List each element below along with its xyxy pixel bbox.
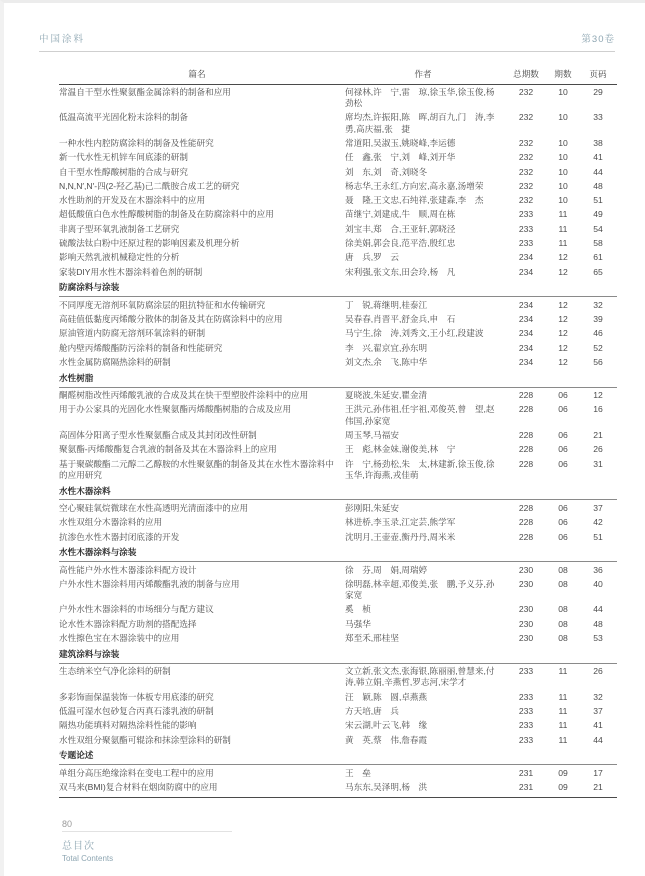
article-issue: 11 — [558, 720, 568, 731]
article-title: 新一代水性无机锌车间底漆的研制 — [59, 152, 188, 163]
article-issue: 06 — [558, 531, 568, 542]
article-issue: 10 — [558, 86, 568, 97]
table-row — [59, 632, 617, 646]
article-page: 44 — [593, 166, 603, 177]
article-page: 42 — [593, 517, 603, 528]
article-authors: 黄 英,蔡 伟,詹春霞 — [345, 734, 428, 745]
article-issue: 08 — [558, 564, 568, 575]
article-authors: 沈明月,王壶壶,衡丹丹,周米米 — [345, 531, 456, 542]
article-total-issue: 233 — [518, 720, 534, 731]
article-issue: 12 — [558, 342, 568, 353]
article-total-issue: 228 — [518, 404, 534, 415]
page-number: 80 — [62, 819, 232, 832]
article-total-issue: 233 — [518, 223, 534, 234]
article-total-issue: 228 — [518, 517, 534, 528]
article-title: 硫酸法钛白粉中还原过程的影响因素及机理分析 — [59, 238, 240, 249]
article-authors: 宋云湖,叶云飞,韩 缘 — [345, 720, 428, 731]
article-authors: 苗继宁,刘建成,牛 顺,周在栋 — [345, 209, 456, 220]
article-total-issue: 228 — [518, 531, 534, 542]
table-row — [59, 516, 617, 530]
table-row — [59, 251, 617, 265]
article-total-issue: 231 — [518, 767, 534, 778]
table-row — [59, 719, 617, 733]
article-authors: 何禄林,许 宁,雷 琼,徐玉华,徐玉俊,杨劲松 — [345, 86, 495, 109]
article-authors: 任 鑫,张 宁,刘 峰,刘开华 — [345, 152, 456, 163]
article-title: 影响天然乳液机械稳定性的分析 — [59, 252, 180, 263]
article-issue: 10 — [558, 180, 568, 191]
article-issue: 10 — [558, 195, 568, 206]
article-issue: 12 — [558, 328, 568, 339]
section-header: 水性树脂 — [59, 370, 617, 388]
article-title: 一种水性内腔防腐涂料的制备及性能研究 — [59, 137, 214, 148]
table-bottom-rule — [59, 797, 617, 798]
article-authors: 马宁生,徐 涛,刘秀文,王小红,段建波 — [345, 328, 484, 339]
table-row — [59, 85, 617, 111]
article-authors: 刘 东,刘 奇,刘晓冬 — [345, 166, 428, 177]
article-issue: 10 — [558, 137, 568, 148]
article-title: 多彩饰面保温装饰一体板专用底漆的研究 — [59, 691, 214, 702]
article-title: 酮醛树脂改性丙烯酸乳液的合成及其在快干型塑胶件涂料中的应用 — [59, 390, 309, 401]
article-total-issue: 234 — [518, 328, 534, 339]
article-title: 超低酸值白色水性醇酸树脂的制备及在防腐涂料中的应用 — [59, 209, 274, 220]
article-total-issue: 232 — [518, 152, 534, 163]
article-total-issue: 233 — [518, 238, 534, 249]
article-authors: 徐美娟,郭会良,范平浩,殷红忠 — [345, 238, 456, 249]
article-total-issue: 232 — [518, 112, 534, 123]
article-total-issue: 228 — [518, 502, 534, 513]
article-page: 65 — [593, 266, 603, 277]
table-row — [59, 111, 617, 137]
article-issue: 06 — [558, 390, 568, 401]
article-total-issue: 233 — [518, 734, 534, 745]
article-authors: 席均杰,许振阳,陈 晖,胡百九,门 涛,李 勇,高庆福,张 捷 — [345, 112, 504, 134]
article-authors: 刘文杰,余 飞,陈中华 — [345, 356, 428, 367]
article-page: 53 — [593, 633, 603, 644]
article-page: 58 — [593, 238, 603, 249]
article-page: 39 — [593, 314, 603, 325]
article-title: 聚氨酯-丙烯酸酯复合乳液的制备及其在木器涂料上的应用 — [59, 444, 277, 455]
article-total-issue: 234 — [518, 266, 534, 277]
table-row — [59, 665, 617, 691]
article-authors: 刘宝丰,郑 合,王亚轩,郭晓泾 — [345, 223, 456, 234]
table-row — [59, 151, 617, 165]
article-issue: 06 — [558, 429, 568, 440]
article-issue: 10 — [558, 152, 568, 163]
table-row — [59, 733, 617, 747]
column-header-page: 页码 — [589, 69, 607, 79]
article-issue: 09 — [558, 782, 568, 793]
volume-label: 第30卷 — [581, 34, 615, 45]
article-title: 户外水性木器涂料的市场细分与配方建议 — [59, 604, 214, 615]
article-page: 37 — [593, 502, 603, 513]
toc-label-cn: 总目次 — [62, 841, 95, 852]
section-header: 水性木器涂料与涂装 — [59, 544, 617, 562]
table-row — [59, 208, 617, 222]
section-header: 防腐涂料与涂装 — [59, 279, 617, 297]
article-issue: 08 — [558, 618, 568, 629]
section-header: 建筑涂料与涂装 — [59, 646, 617, 664]
article-title: 户外水性木器涂料用丙烯酸酯乳液的制备与应用 — [59, 578, 240, 589]
article-authors: 王 彪,林金妹,谢俊美,林 宁 — [345, 444, 456, 455]
article-total-issue: 233 — [518, 691, 534, 702]
section-header: 专题论述 — [59, 747, 617, 765]
article-authors: 方天培,唐 兵 — [345, 706, 399, 717]
table-row — [59, 563, 617, 577]
article-total-issue: 232 — [518, 86, 534, 97]
article-issue: 06 — [558, 502, 568, 513]
article-total-issue: 230 — [518, 578, 534, 589]
article-total-issue: 234 — [518, 342, 534, 353]
article-issue: 08 — [558, 578, 568, 589]
article-issue: 08 — [558, 604, 568, 615]
article-page: 36 — [593, 564, 603, 575]
article-total-issue: 230 — [518, 564, 534, 575]
article-page: 26 — [593, 444, 603, 455]
article-issue: 06 — [558, 458, 568, 469]
article-title: 单组分高压绝缘涂料在变电工程中的应用 — [59, 767, 214, 778]
article-page: 17 — [593, 767, 603, 778]
article-issue: 12 — [558, 356, 568, 367]
article-issue: 11 — [558, 209, 568, 220]
article-authors: 王洪元,孙伟祖,任宇祖,邓俊英,曾 望,赵伟国,孙家宽 — [345, 404, 495, 426]
article-authors: 马东东,吴泽明,杨 洪 — [345, 782, 428, 793]
article-issue: 10 — [558, 166, 568, 177]
article-page: 26 — [593, 666, 603, 677]
article-authors: 汪 颖,陈 圆,卓燕燕 — [345, 691, 428, 702]
article-authors: 宋利强,张文东,田会玲,杨 凡 — [345, 266, 456, 277]
article-total-issue: 234 — [518, 356, 534, 367]
article-total-issue: 231 — [518, 782, 534, 793]
article-page: 40 — [593, 578, 603, 589]
article-total-issue: 233 — [518, 706, 534, 717]
page-header — [39, 31, 615, 52]
article-issue: 11 — [558, 238, 568, 249]
article-authors: 吴春春,肖晋平,舒金兵,申 石 — [345, 314, 456, 325]
table-row — [59, 428, 617, 442]
article-title: N,N,N′,N′-四(2-羟乙基)己二酰胺合成工艺的研究 — [59, 180, 240, 191]
table-row — [59, 766, 617, 780]
article-page: 48 — [593, 180, 603, 191]
article-page: 29 — [593, 86, 603, 97]
article-title: 论水性木器涂料配方助剂的搭配选择 — [59, 618, 197, 629]
article-issue: 11 — [558, 223, 568, 234]
article-authors: 杨志华,王永红,方向宏,高永嘉,汤增荣 — [345, 180, 484, 191]
table-row — [59, 237, 617, 251]
article-total-issue: 234 — [518, 299, 534, 310]
article-authors: 林进桥,李玉录,江定芸,熊学军 — [345, 517, 456, 528]
page-footer — [62, 819, 232, 863]
article-title: 家装DIY用水性木器涂料着色剂的研制 — [59, 266, 203, 277]
column-header-total-issue: 总期数 — [513, 69, 539, 79]
article-total-issue: 228 — [518, 444, 534, 455]
article-page: 61 — [593, 252, 603, 263]
article-issue: 11 — [558, 666, 568, 677]
article-title: 舱内壁丙烯酸酯防污涂料的制备和性能研究 — [59, 342, 223, 353]
article-page: 33 — [593, 112, 603, 123]
article-page: 46 — [593, 328, 603, 339]
article-page: 51 — [593, 195, 603, 206]
table-row — [59, 327, 617, 341]
article-title: 水性助剂的开发及在木器涂料中的应用 — [59, 195, 206, 206]
table-row — [59, 298, 617, 312]
article-title: 抗渗色水性木器封闭底漆的开发 — [59, 531, 180, 542]
article-title: 高性能户外水性木器漆涂料配方设计 — [59, 564, 197, 575]
toc-label-en: Total Contents — [62, 854, 114, 863]
table-row — [59, 389, 617, 403]
table-row — [59, 179, 617, 193]
article-total-issue: 232 — [518, 166, 534, 177]
article-title: 低温可湿水包砂复合丙真石漆乳液的研制 — [59, 706, 214, 717]
table-row — [59, 403, 617, 429]
article-page: 54 — [593, 223, 603, 234]
article-page: 21 — [593, 429, 603, 440]
table-row — [59, 313, 617, 327]
article-total-issue: 233 — [518, 666, 534, 677]
article-authors: 郑至禾,邢桂坚 — [345, 633, 399, 644]
article-page: 41 — [593, 720, 603, 731]
table-row — [59, 265, 617, 279]
article-title: 用于办公家具的光固化水性聚氨酯丙烯酸酯树脂的合成及应用 — [59, 404, 292, 415]
article-total-issue: 233 — [518, 209, 534, 220]
article-authors: 聂 隆,王文忠,石纯祥,张建森,李 杰 — [345, 195, 484, 206]
column-header-title: 篇名 — [188, 69, 206, 79]
article-title: 低温高流平光固化粉末涂料的制备 — [59, 112, 188, 123]
article-page: 37 — [593, 706, 603, 717]
article-title: 水性双组分聚氨酯可辊涂和抹涂型涂料的研制 — [59, 734, 231, 745]
article-page: 56 — [593, 356, 603, 367]
article-issue: 11 — [558, 706, 568, 717]
table-row — [59, 705, 617, 719]
article-issue: 12 — [558, 299, 568, 310]
article-issue: 11 — [558, 691, 568, 702]
article-total-issue: 232 — [518, 137, 534, 148]
article-page: 49 — [593, 209, 603, 220]
table-row — [59, 530, 617, 544]
table-row — [59, 355, 617, 369]
article-title: 隔热功能填料对隔热涂料性能的影响 — [59, 720, 197, 731]
article-total-issue: 228 — [518, 429, 534, 440]
article-title: 原油管道内防腐无溶剂环氧涂料的研制 — [59, 328, 206, 339]
article-page: 31 — [593, 458, 603, 469]
article-issue: 11 — [558, 734, 568, 745]
table-row — [59, 501, 617, 515]
article-title: 不同厚度无溶剂环氧防腐涂层的阻抗特征和水传输研究 — [59, 299, 266, 310]
article-total-issue: 230 — [518, 618, 534, 629]
article-page: 48 — [593, 618, 603, 629]
article-total-issue: 228 — [518, 458, 534, 469]
article-issue: 12 — [558, 314, 568, 325]
article-title: 高固体分阳离子型水性聚氨酯合成及其封闭改性研制 — [59, 429, 257, 440]
article-authors: 马强华 — [345, 618, 371, 629]
article-title: 常温自干型水性聚氨酯金属涂料的制备和应用 — [59, 86, 231, 97]
journal-title: 中国涂料 — [39, 34, 86, 45]
article-total-issue: 234 — [518, 252, 534, 263]
article-issue: 08 — [558, 633, 568, 644]
article-authors: 徐明磊,林幸超,邓俊美,张 鹏,予义芬,孙家宽 — [345, 578, 495, 601]
table-body — [59, 85, 617, 795]
article-authors: 许 宁,杨劲松,朱 太,林建新,徐玉俊,徐玉华,许海燕,戎佳萌 — [345, 458, 495, 480]
table-row — [59, 603, 617, 617]
article-total-issue: 234 — [518, 314, 534, 325]
table-row — [59, 577, 617, 603]
article-total-issue: 230 — [518, 604, 534, 615]
column-header-issue: 期数 — [554, 69, 572, 79]
article-title: 水性双组分木器涂料的应用 — [59, 517, 163, 528]
article-title: 基于聚碳酸酯二元醇二乙醇胺的水性聚氨酯的制备及其在水性木器涂料中的应用研究 — [59, 458, 335, 480]
table-row — [59, 341, 617, 355]
table-row — [59, 781, 617, 795]
article-authors: 奚 桢 — [345, 604, 371, 615]
article-authors: 彭刚阳,朱延安 — [345, 502, 399, 513]
contents-table — [59, 69, 617, 798]
article-authors: 徐 芬,周 娟,周瑞婷 — [345, 564, 428, 575]
table-header-row — [59, 69, 617, 85]
article-page: 44 — [593, 734, 603, 745]
article-page: 32 — [593, 691, 603, 702]
article-page: 32 — [593, 299, 603, 310]
article-authors: 周玉琴,马福安 — [345, 429, 399, 440]
article-authors: 王 垒 — [345, 767, 371, 778]
table-row — [59, 136, 617, 150]
article-page: 12 — [593, 390, 603, 401]
article-issue: 06 — [558, 444, 568, 455]
table-row — [59, 222, 617, 236]
article-title: 高硅值低黏度丙烯酸分散体的制备及其在防腐涂料中的应用 — [59, 314, 283, 325]
table-row — [59, 194, 617, 208]
article-page: 44 — [593, 604, 603, 615]
article-authors: 夏晓波,朱延安,瞿金清 — [345, 390, 428, 401]
article-title: 空心聚硅氧烷微球在水性高透明光清面漆中的应用 — [59, 502, 249, 513]
article-authors: 唐 兵,罗 云 — [345, 252, 399, 263]
article-page: 41 — [593, 152, 603, 163]
article-issue: 10 — [558, 112, 568, 123]
table-row — [59, 165, 617, 179]
article-title: 非离子型环氧乳液制备工艺研究 — [59, 223, 180, 234]
article-total-issue: 230 — [518, 633, 534, 644]
article-issue: 06 — [558, 517, 568, 528]
article-authors: 丁 锐,蒋继明,桂泰江 — [345, 299, 428, 310]
table-row — [59, 457, 617, 483]
article-issue: 06 — [558, 404, 568, 415]
article-total-issue: 232 — [518, 195, 534, 206]
article-title: 水性擦色宝在木器涂装中的应用 — [59, 633, 180, 644]
article-title: 水性金属防腐隔热涂料的研制 — [59, 356, 171, 367]
article-authors: 常道阳,吴淑玉,姚晓峰,李运德 — [345, 137, 456, 148]
section-header: 水性木器涂料 — [59, 483, 617, 501]
table-row — [59, 617, 617, 631]
article-issue: 09 — [558, 767, 568, 778]
article-page: 16 — [593, 404, 603, 415]
article-issue: 12 — [558, 266, 568, 277]
article-title: 生态纳米空气净化涂料的研制 — [59, 666, 171, 677]
column-header-authors: 作者 — [414, 69, 432, 79]
article-page: 38 — [593, 137, 603, 148]
table-row — [59, 443, 617, 457]
article-title: 自干型水性醇酸树脂的合成与研究 — [59, 166, 188, 177]
article-page: 21 — [593, 782, 603, 793]
table-row — [59, 690, 617, 704]
article-page: 52 — [593, 342, 603, 353]
article-authors: 文立新,张文杰,张海银,陈丽丽,曾慧来,付 涛,韩立娟,辛燕哲,罗志河,宋学才 — [345, 666, 504, 688]
article-page: 51 — [593, 531, 603, 542]
article-issue: 12 — [558, 252, 568, 263]
article-title: 双马来(BMI)复合材料在烟囱防腐中的应用 — [59, 782, 218, 793]
article-authors: 李 兴,翟京宜,孙东明 — [345, 342, 428, 353]
article-total-issue: 232 — [518, 180, 534, 191]
article-total-issue: 228 — [518, 390, 534, 401]
